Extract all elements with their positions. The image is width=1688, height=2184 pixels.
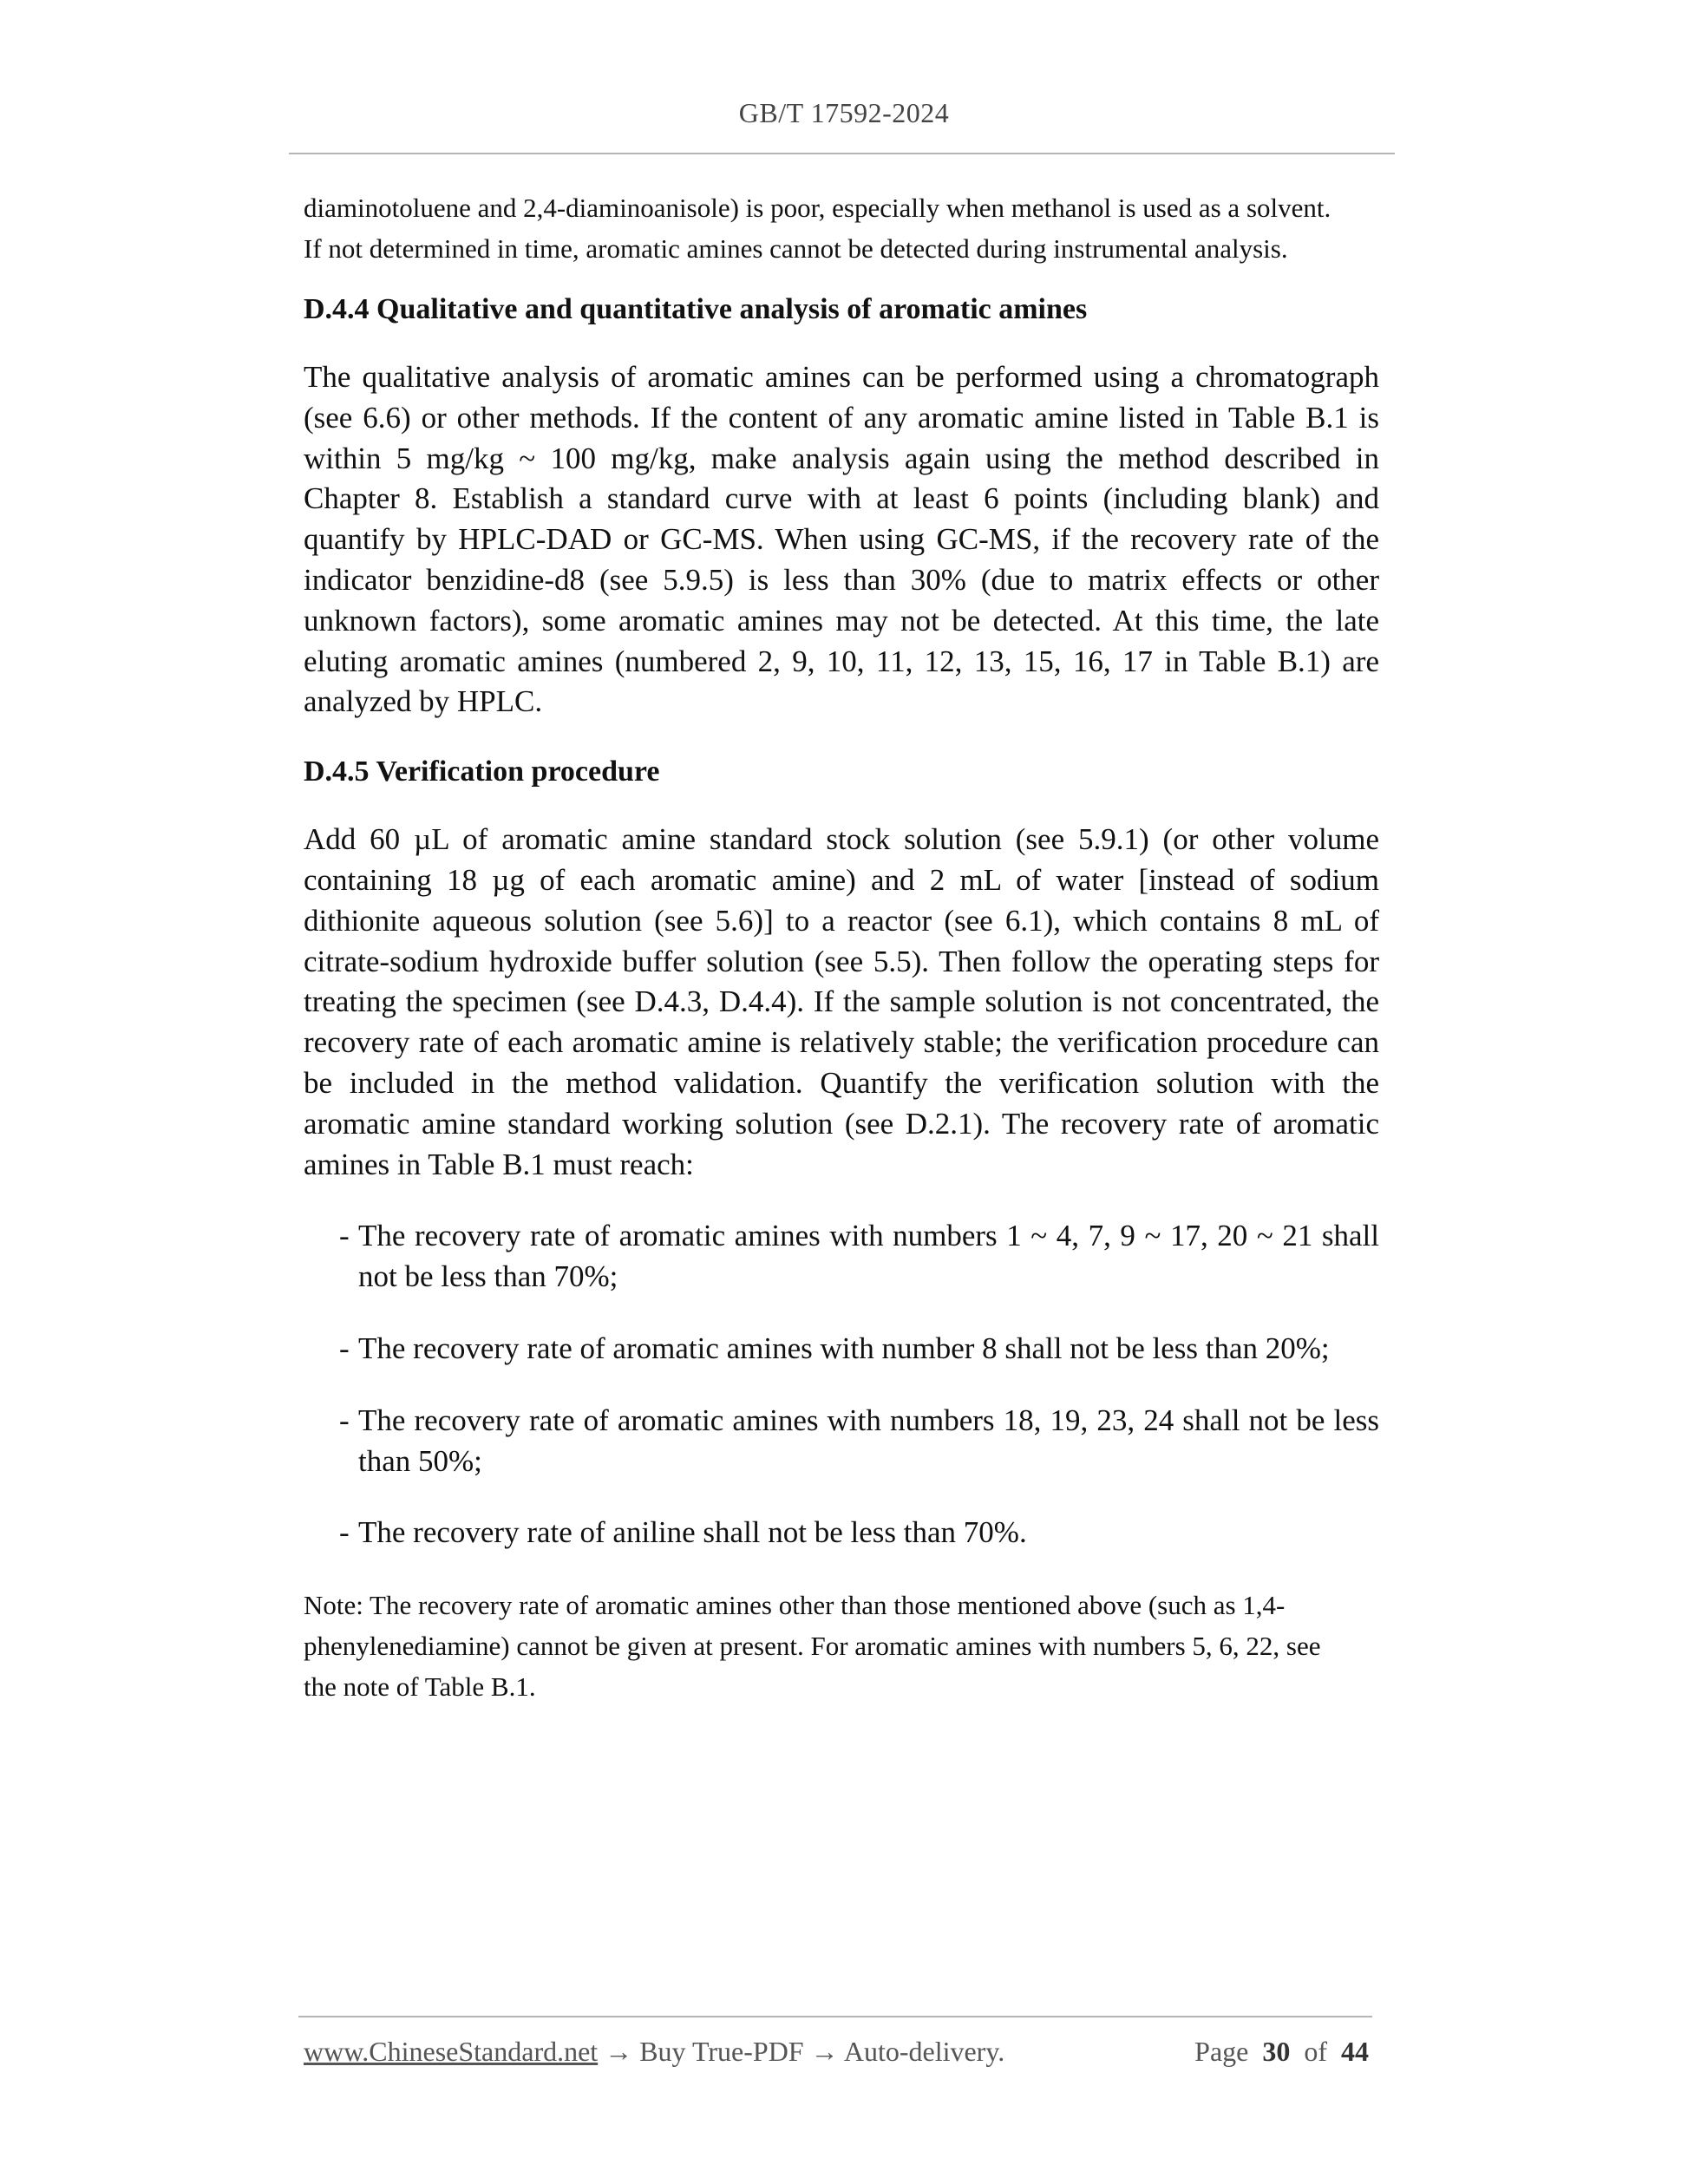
recovery-rate-list: [304, 1216, 1379, 1553]
section-heading-d45: D.4.5 Verification procedure: [304, 755, 660, 788]
total-pages: 44: [1341, 2036, 1369, 2067]
of-label: of: [1304, 2036, 1327, 2067]
buy-text: Buy True-PDF: [639, 2036, 804, 2067]
document-header: GB/T 17592-2024: [738, 97, 950, 128]
site-link[interactable]: www.ChineseStandard.net: [304, 2036, 599, 2067]
list-item-text: The recovery rate of aromatic amines with numbers 1 ~ 4, 7, 9 ~ 17, 20 ~ 21 shall not be less than 70%;: [358, 1219, 1379, 1294]
current-page-number: 30: [1262, 2036, 1291, 2067]
list-item: [304, 1513, 1379, 1553]
note-line: phenylenediamine) cannot be given at present. For aromatic amines with numbers 5, 6, 22, see: [304, 1631, 1321, 1662]
intro-line: diaminotoluene and 2,4-diaminoanisole) is poor, especially when methanol is used as a solvent.: [304, 193, 1331, 223]
delivery-text: Auto-delivery.: [843, 2036, 1005, 2067]
intro-line: If not determined in time, aromatic amines cannot be detected during instrumental analysis.: [304, 233, 1288, 264]
footer-divider: [298, 2016, 1372, 2017]
header-divider: [289, 153, 1395, 154]
page-label: Page: [1194, 2036, 1249, 2067]
section-d44-paragraph: The qualitative analysis of aromatic amines can be performed using a chromatograph (see 6.6) or other methods. If the content of any aromatic amine listed in Table B.1 is within 5 mg/kg ~ 100 mg/kg, make analysis again using the method described in Chapter 8. Establish a standard curve with at least 6 points (including blank) and quantify by HPLC-DAD or GC-MS. When using GC-MS, if the recovery rate of the indicator benzidine-d8 (see 5.9.5) is less than 30% (due to matrix effects or other unknown factors), some aromatic amines may not be detected. At this time, the late eluting aromatic amines (numbered 2, 9, 10, 11, 12, 13, 15, 16, 17 in Table B.1) are analyzed by HPLC.: [304, 360, 1379, 719]
note-line: the note of Table B.1.: [304, 1671, 536, 1703]
list-item: [304, 1401, 1379, 1482]
page-indicator: [1194, 2034, 1369, 2069]
intro-text: [304, 187, 1379, 269]
section-d45-paragraph: Add 60 µL of aromatic amine standard stock solution (see 5.9.1) (or other volume containing 18 µg of each aromatic amine) and 2 mL of water [instead of sodium dithionite aqueous solution (see 5.6)] to a reactor (see 6.1), which contains 8 mL of citrate-sodium hydroxide buffer solution (see 5.5). Then follow the operating steps for treating the specimen (see D.4.3, D.4.4). If the sample solution is not concentrated, the recovery rate of each aromatic amine is relatively stable; the verification procedure can be included in the method validation. Quantify the verification solution with the aromatic amine standard working solution (see D.2.1). The recovery rate of aromatic amines in Table B.1 must reach:: [304, 822, 1379, 1181]
list-item-text: The recovery rate of aromatic amines with number 8 shall not be less than 20%;: [358, 1331, 1330, 1365]
arrow-icon: →: [810, 2036, 839, 2067]
note-line: Note: The recovery rate of aromatic amines other than those mentioned above (such as 1,4-: [304, 1590, 1286, 1621]
note-text: [304, 1585, 1379, 1707]
list-item: [304, 1329, 1379, 1370]
list-item-text: The recovery rate of aniline shall not be less than 70%.: [358, 1515, 1027, 1550]
section-heading-d44: D.4.4 Qualitative and quantitative analysis of aromatic amines: [304, 293, 1088, 325]
arrow-icon: →: [605, 2036, 633, 2067]
dash-marker: -: [339, 1331, 350, 1365]
footer-promo: [304, 2034, 1004, 2069]
list-item-text: The recovery rate of aromatic amines with numbers 18, 19, 23, 24 shall not be less than 50%;: [358, 1403, 1379, 1478]
dash-marker: -: [339, 1515, 350, 1550]
dash-marker: -: [339, 1403, 350, 1437]
list-item: [304, 1216, 1379, 1298]
dash-marker: -: [339, 1219, 350, 1253]
page-content: [304, 187, 1379, 1707]
